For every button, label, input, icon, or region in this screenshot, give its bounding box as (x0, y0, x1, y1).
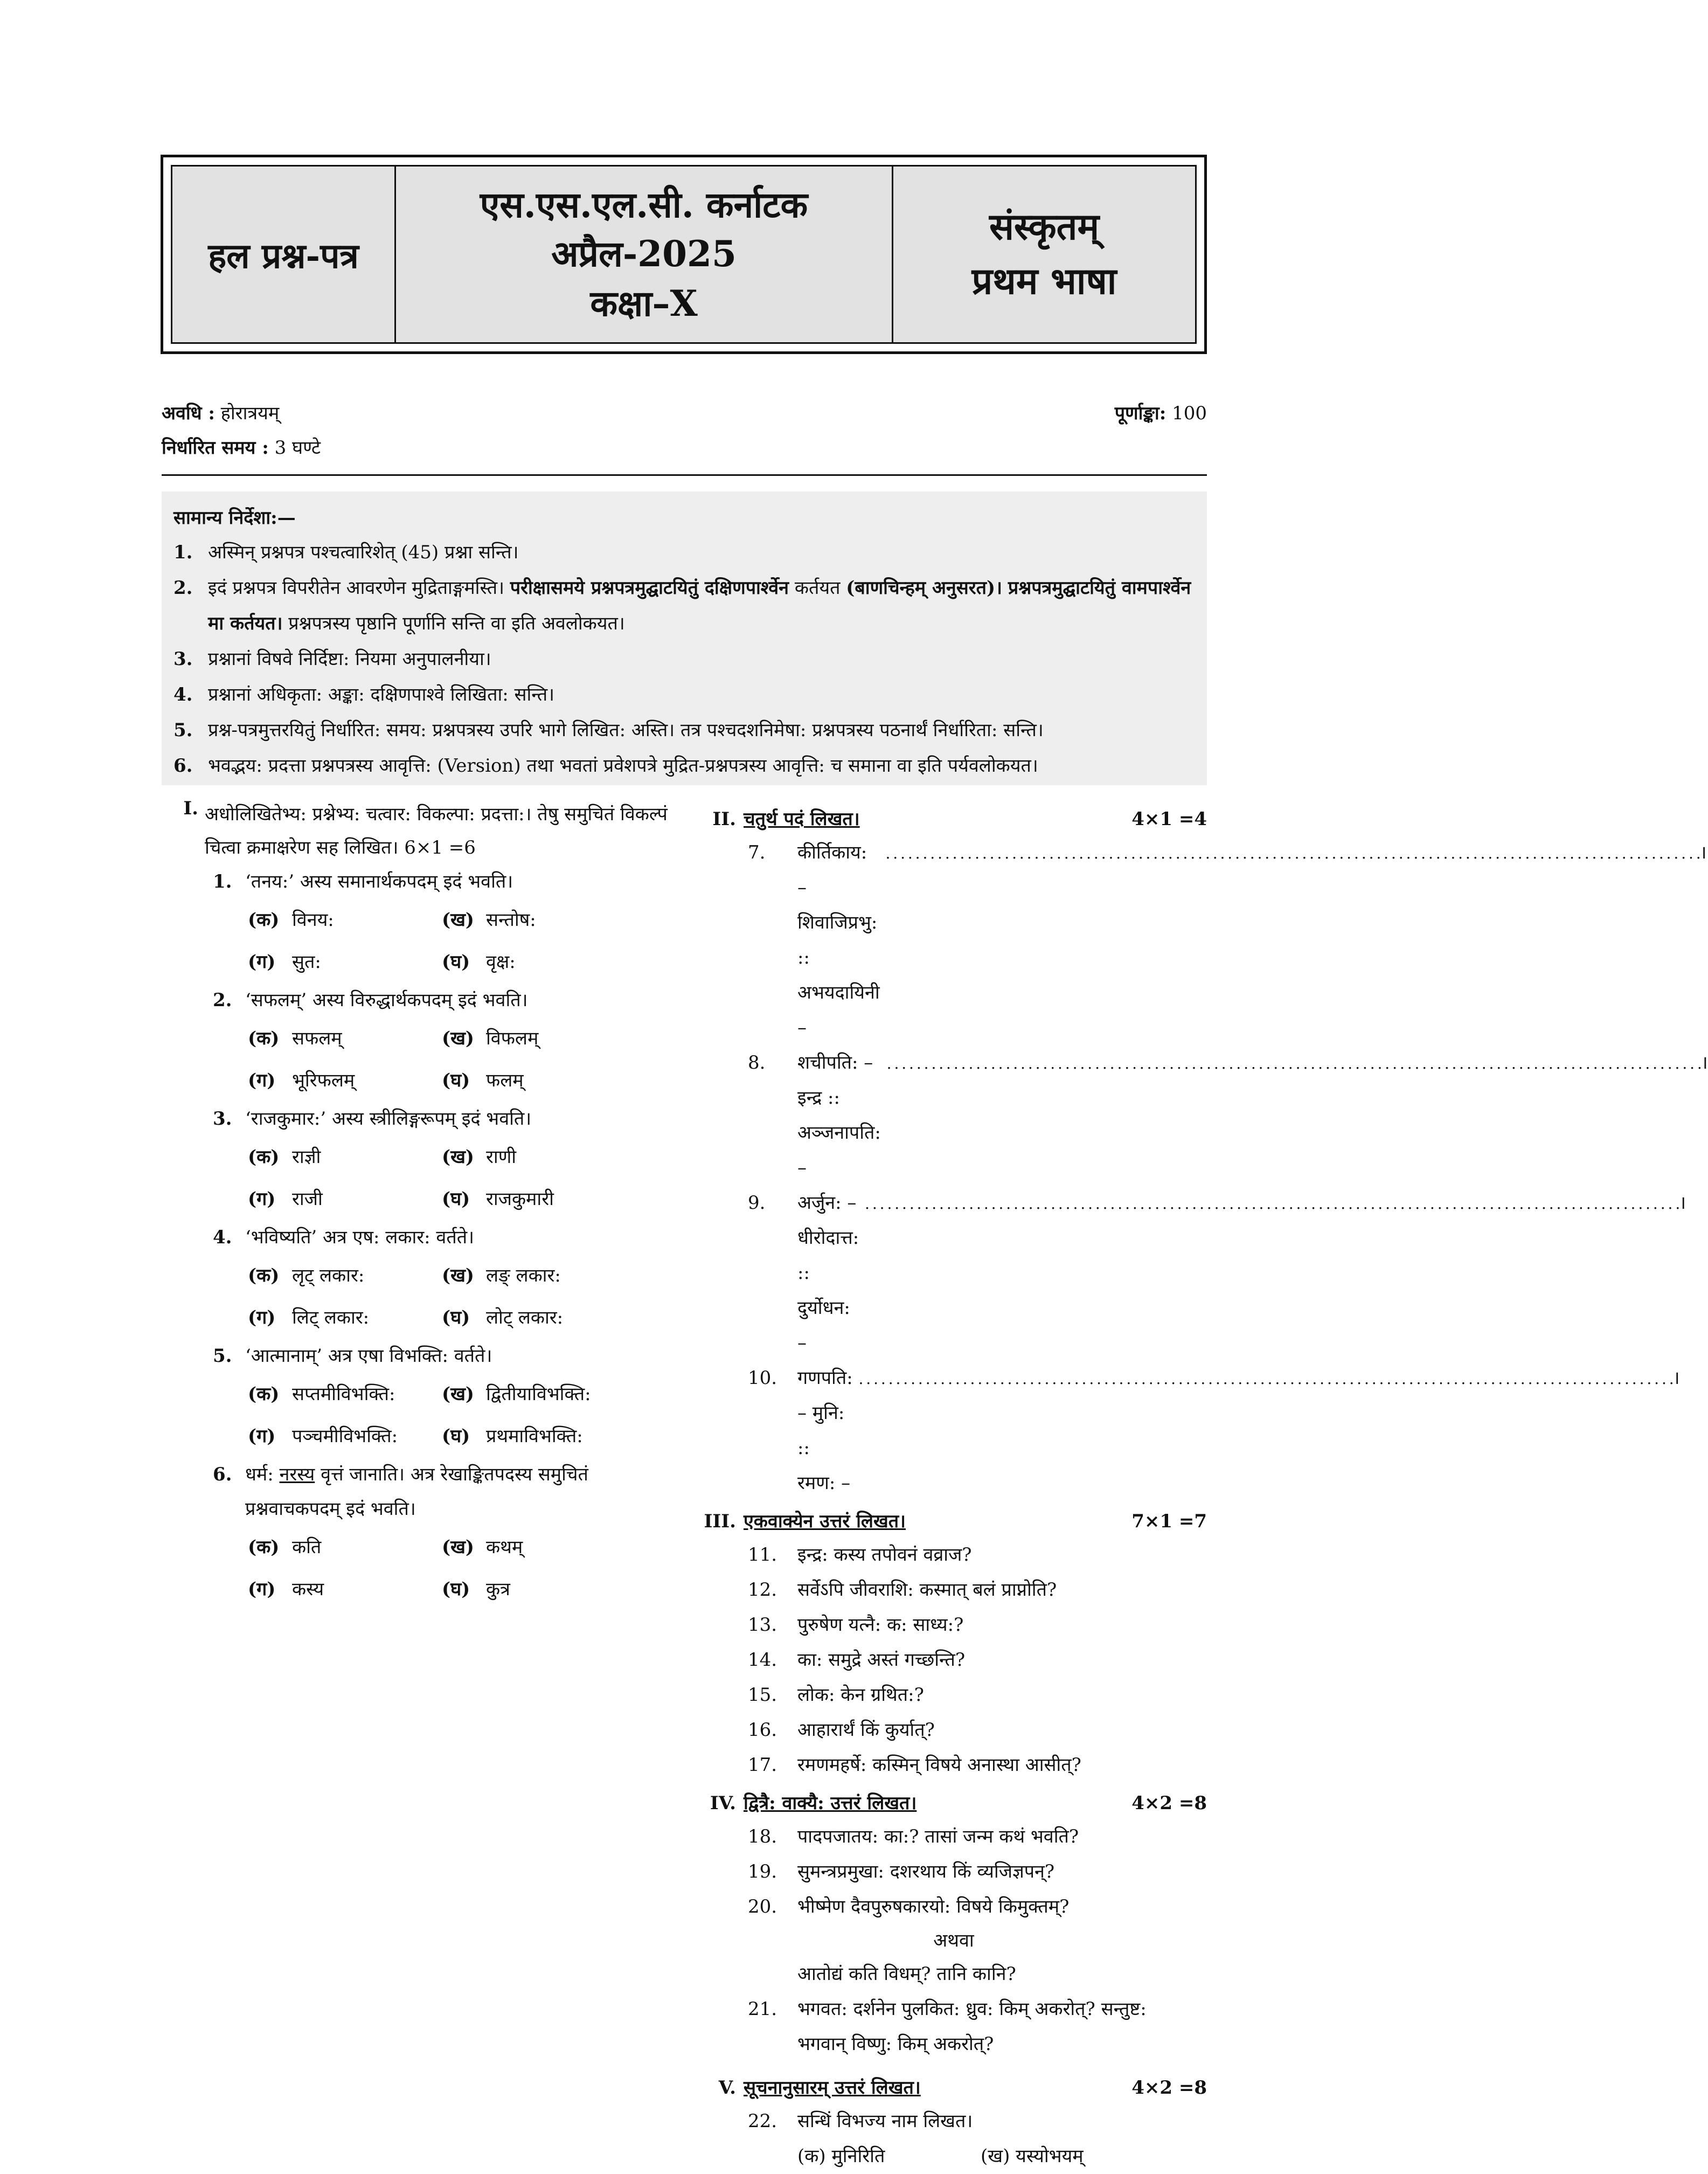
section-marks: 7×1 =7 (1131, 1511, 1207, 1532)
option-text: सफलम् (292, 1028, 342, 1049)
option-text: भूरिफलम् (292, 1070, 355, 1091)
question-text: सुमन्त्रप्रमुखा: दशरथाय किं व्यजिज्ञपन्? (797, 1861, 1055, 1882)
option-text: सप्तमीविभक्ति: (292, 1383, 395, 1405)
option-label: (घ) (442, 1070, 470, 1091)
question-text: भीष्मेण दैवपुरुषकारयो: विषये किमुक्तम्? (797, 1896, 1070, 1917)
option (442, 1297, 563, 1339)
answer-blank (859, 1361, 1673, 1501)
divider (162, 474, 1207, 476)
question-number: 13. (748, 1614, 777, 1636)
instruction-number: 6. (173, 755, 193, 777)
instructions-title: सामान्य निर्देशा:— (173, 507, 296, 529)
instruction-text: प्रश्नानां विषवे निर्दिष्टा: नियमा अनुपालनीया। (208, 648, 491, 670)
question-text: सर्वेऽपि जीवराशि: कस्मात् बलं प्राप्नोति? (797, 1579, 1057, 1601)
question-number: 16. (748, 1719, 777, 1741)
section-3-heading (700, 1505, 1207, 1538)
option-text: राजकुमारी (486, 1188, 554, 1210)
section-number: IV. (710, 1792, 736, 1814)
question-4 (162, 1220, 679, 1255)
header-mid-cell (396, 167, 893, 342)
header-language: प्रथम भाषा (971, 260, 1117, 303)
question-text: लोक: केन ग्रथित:? (797, 1684, 924, 1706)
alternate-question: आतोद्यं कति विधम्? तानि कानि? (797, 1963, 1016, 1985)
section-title: सूचनानुसारम् उत्तरं लिखत। (744, 2077, 921, 2099)
question-17 (700, 1748, 1207, 1783)
section-marks: 4×2 =8 (1131, 2077, 1207, 2099)
section-5-heading (700, 2072, 1207, 2104)
header-inner (171, 165, 1197, 344)
question-number: 7. (748, 842, 766, 863)
question-number: 22. (748, 2110, 777, 2132)
option (248, 1178, 442, 1220)
general-instructions (162, 491, 1207, 785)
option-label: (क) (248, 909, 280, 931)
section-4-heading (700, 1787, 1207, 1819)
question-13 (700, 1608, 1207, 1643)
option-label: (क) (248, 1265, 280, 1286)
question-9 (700, 1186, 1686, 1361)
header-class: कक्षा–X (590, 282, 698, 324)
question-14 (700, 1643, 1207, 1678)
left-column (162, 798, 679, 1610)
option-label: (क) (248, 1146, 280, 1168)
option (442, 1136, 516, 1178)
question-number: 17. (748, 1754, 777, 1776)
instruction-bold-part: परीक्षासमये प्रश्नपत्रमुद्घाटयितुं दक्षिणपार्श्वेन (510, 577, 789, 599)
instruction-number: 1. (173, 542, 193, 563)
option-label: (ख) (442, 1536, 474, 1558)
option-text: वृक्ष: (486, 951, 516, 973)
question-18 (700, 1819, 1207, 1854)
option-label: (घ) (442, 1578, 470, 1600)
option (442, 1255, 561, 1297)
option-label: (ग) (248, 1578, 276, 1600)
options-row (162, 1526, 679, 1568)
instruction-item (173, 677, 1195, 712)
option (442, 941, 516, 983)
question-number: 11. (748, 1544, 777, 1566)
option-text: लङ् लकार: (486, 1265, 561, 1286)
instruction-number: 4. (173, 684, 193, 705)
analogy-text: अर्जुन: – धीरोदात्त: :: दुर्योधन: – (797, 1192, 859, 1354)
option-text: लृट् लकार: (292, 1265, 365, 1286)
question-22 (700, 2104, 1207, 2139)
question-text-part: धर्म: (245, 1464, 274, 1485)
question-number: 9. (748, 1192, 766, 1214)
section-1-intro: अधोलिखितेभ्य: प्रश्नेभ्य: चत्वार: विकल्पा: प्रदत्ता:। तेषु समुचितं विकल्पं चित्वा क्रमाक्षरेण सह लिखित। 6×1 =6 (205, 804, 668, 858)
option-label: (क) (248, 1383, 280, 1405)
question-text: ‘राजकुमार:’ अस्य स्त्रीलिङ्गरूपम् इदं भवति। (245, 1108, 532, 1130)
duration-label: अवधि : (162, 403, 215, 424)
answer-blank (887, 1046, 1701, 1186)
option-label: (घ) (442, 951, 470, 973)
header-left-cell (172, 167, 396, 342)
section-number: III. (704, 1511, 736, 1532)
section-number: II. (712, 808, 736, 830)
option-text: फलम् (486, 1070, 524, 1091)
header-board: एस.एस.एल.सी. कर्नाटक (480, 184, 808, 226)
question-5 (162, 1339, 679, 1373)
option (442, 899, 536, 941)
option-label: (क) (248, 1028, 280, 1049)
option (248, 1297, 442, 1339)
option-text: कति (292, 1536, 322, 1558)
header-subject: संस्कृतम् (989, 205, 1100, 249)
question-text (797, 1992, 1207, 2062)
instruction-item (173, 748, 1195, 784)
question-number: 5. (213, 1345, 232, 1367)
question-text (245, 1457, 679, 1526)
question-16 (700, 1713, 1207, 1748)
question-text: पुरुषेण यत्नै: क: साध्य:? (797, 1614, 964, 1636)
end-mark: । (1699, 842, 1707, 863)
analogy-text: शचीपति: – इन्द्र :: अञ्जनापति: – (797, 1052, 881, 1179)
question-text (797, 1361, 1680, 1501)
answer-blank (885, 835, 1699, 1046)
option (442, 1415, 583, 1457)
option (442, 1178, 554, 1220)
question-number: 10. (748, 1367, 777, 1389)
options-row (162, 899, 679, 941)
option (248, 1415, 442, 1457)
question-text-part: वृत्तं जानाति। अत्र रेखाङ्कितपदस्य समुचितं प्रश्नवाचकपदम् इदं भवति। (245, 1464, 588, 1520)
options-row (162, 1297, 679, 1339)
option (248, 1136, 442, 1178)
option (248, 1526, 442, 1568)
instruction-text-part: इदं प्रश्नपत्र विपरीतेन आवरणेन मुद्रिताङ्गमस्ति। (208, 577, 504, 599)
question-text: आहारार्थं किं कुर्यात्? (797, 1719, 935, 1741)
section-1-heading (162, 798, 679, 864)
option-text: राणी (486, 1146, 517, 1168)
analogy-text: कीर्तिकाय: – शिवाजिप्रभु: :: अभयदायिनी – (797, 842, 880, 1038)
right-column (700, 798, 1708, 2174)
section-title: चतुर्थ पदं लिखत। (744, 808, 860, 830)
question-text: ‘आत्मानाम्’ अत्र एषा विभक्ति: वर्तते। (245, 1345, 492, 1367)
option-label: (ख) (442, 1265, 474, 1286)
section-marks: 4×2 =8 (1131, 1792, 1207, 1814)
option-label: (ग) (248, 1307, 276, 1328)
marks-value: 100 (1172, 403, 1207, 424)
option-text: प्रथमाविभक्ति: (486, 1425, 583, 1447)
question-2 (162, 983, 679, 1017)
instruction-item (173, 535, 1195, 570)
option (248, 1017, 442, 1060)
question-text: पादपजातय: का:? तासां जन्म कथं भवति? (797, 1826, 1079, 1847)
options-row (700, 2139, 1207, 2174)
instruction-number: 2. (173, 577, 193, 599)
question-text: रमणमहर्षे: कस्मिन् विषये अनास्था आसीत्? (797, 1754, 1081, 1776)
instruction-text-part: प्रश्नपत्रस्य पृष्ठानि पूर्णानि सन्ति वा इति अवलोकयत। (288, 613, 625, 634)
instruction-text: प्रश्नानां अधिकृता: अङ्का: दक्षिणपाश्वे लिखिता: सन्ति। (208, 684, 555, 705)
options-row (162, 1136, 679, 1178)
duration-line (162, 400, 279, 425)
underlined-word: नरस्य (279, 1464, 315, 1485)
question-number: 8. (748, 1052, 766, 1074)
options-row (162, 1017, 679, 1060)
option-text: द्वितीयाविभक्ति: (486, 1383, 591, 1405)
question-text: सन्धिं विभज्य नाम लिखत। (797, 2110, 973, 2132)
option-label: (ग) (248, 1188, 276, 1210)
option (442, 1373, 591, 1415)
option-text: विफलम् (486, 1028, 539, 1049)
question-number: 14. (748, 1649, 777, 1671)
section-2-heading (700, 803, 1207, 835)
question-8 (700, 1046, 1708, 1186)
header-right-cell (893, 167, 1195, 342)
option (442, 1568, 510, 1610)
option-text: पञ्चमीविभक्ति: (292, 1425, 398, 1447)
question-21 (700, 1992, 1207, 2062)
end-mark: । (1672, 1367, 1680, 1389)
question-line: भगवत: दर्शनेन पुलकित: ध्रुव: किम् अकरोत्? सन्तुष्ट: (797, 1998, 1147, 2020)
option (248, 1568, 442, 1610)
instruction-text: भवद्भय: प्रदत्ता प्रश्नपत्रस्य आवृत्ति: (Version) तथा भवतां प्रवेशपत्रे मुद्रित-प्रश्नपत्रस्य आवृत्ति: च समाना वा इति पर्यवलोकयत। (208, 755, 1038, 777)
option-label: (ग) (248, 1070, 276, 1091)
question-15 (700, 1678, 1207, 1713)
option-label: (ख) (442, 1146, 474, 1168)
question-number: 3. (213, 1108, 232, 1130)
question-11 (700, 1538, 1207, 1573)
question-number: 21. (748, 1998, 777, 2020)
option-label: (ख) (442, 1028, 474, 1049)
option-label: (घ) (442, 1307, 470, 1328)
option-label: (घ) (442, 1425, 470, 1447)
question-text (797, 1046, 1708, 1186)
analogy-text: गणपति: – मुनि: :: रमण: – (797, 1367, 853, 1494)
question-number: 19. (748, 1861, 777, 1882)
answer-blank (865, 1186, 1679, 1361)
instruction-text: प्रश्न-पत्रमुत्तरयितुं निर्धारित: समय: प्रश्नपत्रस्य उपरि भागे लिखित: अस्ति। तत्र पश्चदशनिमेषा: प्रश्नपत्रस्य पठनार्थं निर्धारिता: सन्ति। (208, 719, 1044, 741)
question-number: 6. (213, 1464, 232, 1485)
instruction-bold-part: (बाणचिन्हम् अनुसरत)। (846, 577, 1003, 599)
question-line: भगवान् विष्णु: किम् अकरोत्? (797, 2033, 994, 2055)
options-row (162, 1373, 679, 1415)
question-12 (700, 1573, 1207, 1608)
option-text: लोट् लकार: (486, 1307, 564, 1328)
section-title: द्वित्रै: वाक्यै: उत्तरं लिखत। (744, 1792, 917, 1814)
duration-value: होरात्रयम् (220, 403, 280, 424)
instruction-number: 5. (173, 719, 193, 741)
option (248, 1255, 442, 1297)
options-row (162, 1060, 679, 1102)
instruction-item (173, 570, 1195, 641)
options-row (162, 941, 679, 983)
option (442, 1060, 524, 1102)
option-text: कुत्र (486, 1578, 510, 1600)
question-text (797, 1186, 1686, 1361)
question-19 (700, 1854, 1207, 1889)
option-text: राजी (292, 1188, 323, 1210)
option (248, 1060, 442, 1102)
instruction-text-part: कर्तयत (794, 577, 841, 599)
option (442, 1017, 538, 1060)
question-text (797, 835, 1707, 1046)
end-mark: । (1679, 1192, 1686, 1214)
options-row (162, 1255, 679, 1297)
option (442, 1526, 523, 1568)
option-label: (ग) (248, 951, 276, 973)
option (248, 899, 442, 941)
question-6 (162, 1457, 679, 1526)
option-label: (घ) (442, 1188, 470, 1210)
question-3 (162, 1102, 679, 1136)
marks-label: पूर्णाङ्का: (1114, 403, 1167, 424)
or-divider: अथवा (933, 1930, 974, 1951)
question-text: ‘तनय:’ अस्य समानार्थकपदम् इदं भवति। (245, 871, 513, 892)
time-line (162, 434, 321, 459)
option-label: (ख) (442, 909, 474, 931)
option-label: (ख) (442, 1383, 474, 1405)
instruction-number: 3. (173, 648, 193, 670)
question-text: ‘भविष्यति’ अत्र एष: लकार: वर्तते। (245, 1227, 474, 1248)
section-number: I. (183, 798, 198, 819)
end-mark: । (1700, 1052, 1708, 1074)
question-text: का: समुद्रे अस्तं गच्छन्ति? (797, 1649, 966, 1671)
option: (क) मुनिरिति (797, 2145, 885, 2167)
header-box (161, 155, 1207, 354)
question-number: 20. (748, 1896, 777, 1917)
option-label: (ग) (248, 1425, 276, 1447)
option-text: सुत: (292, 951, 321, 973)
question-1 (162, 864, 679, 899)
question-number: 12. (748, 1579, 777, 1601)
instruction-item (173, 712, 1195, 748)
option (248, 941, 442, 983)
section-number: V. (718, 2077, 736, 2099)
instruction-item (173, 641, 1195, 677)
question-number: 4. (213, 1227, 232, 1248)
question-20 (700, 1889, 1207, 1924)
time-value: 3 घण्टे (274, 437, 321, 459)
option (248, 1373, 442, 1415)
header-session: अप्रैल-2025 (551, 233, 737, 275)
question-number: 2. (213, 989, 232, 1011)
time-label: निर्धारित समय : (162, 437, 269, 459)
option-text: कथम् (486, 1536, 523, 1558)
question-number: 15. (748, 1684, 777, 1706)
option-label: (क) (248, 1536, 280, 1558)
option: (ख) यस्योभयम् (981, 2145, 1084, 2167)
options-row (162, 1178, 679, 1220)
option-text: कस्य (292, 1578, 324, 1600)
section-marks: 4×1 =4 (1131, 808, 1207, 830)
option-text: राज्ञी (292, 1146, 321, 1168)
option-text: लिट् लकार: (292, 1307, 370, 1328)
question-number: 18. (748, 1826, 777, 1847)
question-text: इन्द्र: कस्य तपोवनं वव्राज? (797, 1544, 972, 1566)
options-row (162, 1568, 679, 1610)
marks-line (1115, 400, 1207, 425)
instruction-text (208, 570, 1195, 641)
question-10 (700, 1361, 1680, 1501)
options-row (162, 1415, 679, 1457)
instruction-text: अस्मिन् प्रश्नपत्र पश्चत्वारिशेत् (45) प्रश्ना सन्ति। (208, 542, 519, 563)
question-7 (700, 835, 1707, 1046)
question-number: 1. (213, 871, 232, 892)
header-left-title: हल प्रश्न-पत्र (208, 236, 359, 276)
section-title: एकवाक्येन उत्तरं लिखत। (744, 1511, 906, 1532)
option-text: विनय: (292, 909, 334, 931)
question-text: ‘सफलम्’ अस्य विरुद्धार्थकपदम् इदं भवति। (245, 989, 528, 1011)
option-text: सन्तोष: (486, 909, 536, 931)
instruction-bold-part: प्रश्नपत्रमुद्घाटयितुं वामपार्श्वेन मा कर्तयत। (208, 577, 1191, 634)
